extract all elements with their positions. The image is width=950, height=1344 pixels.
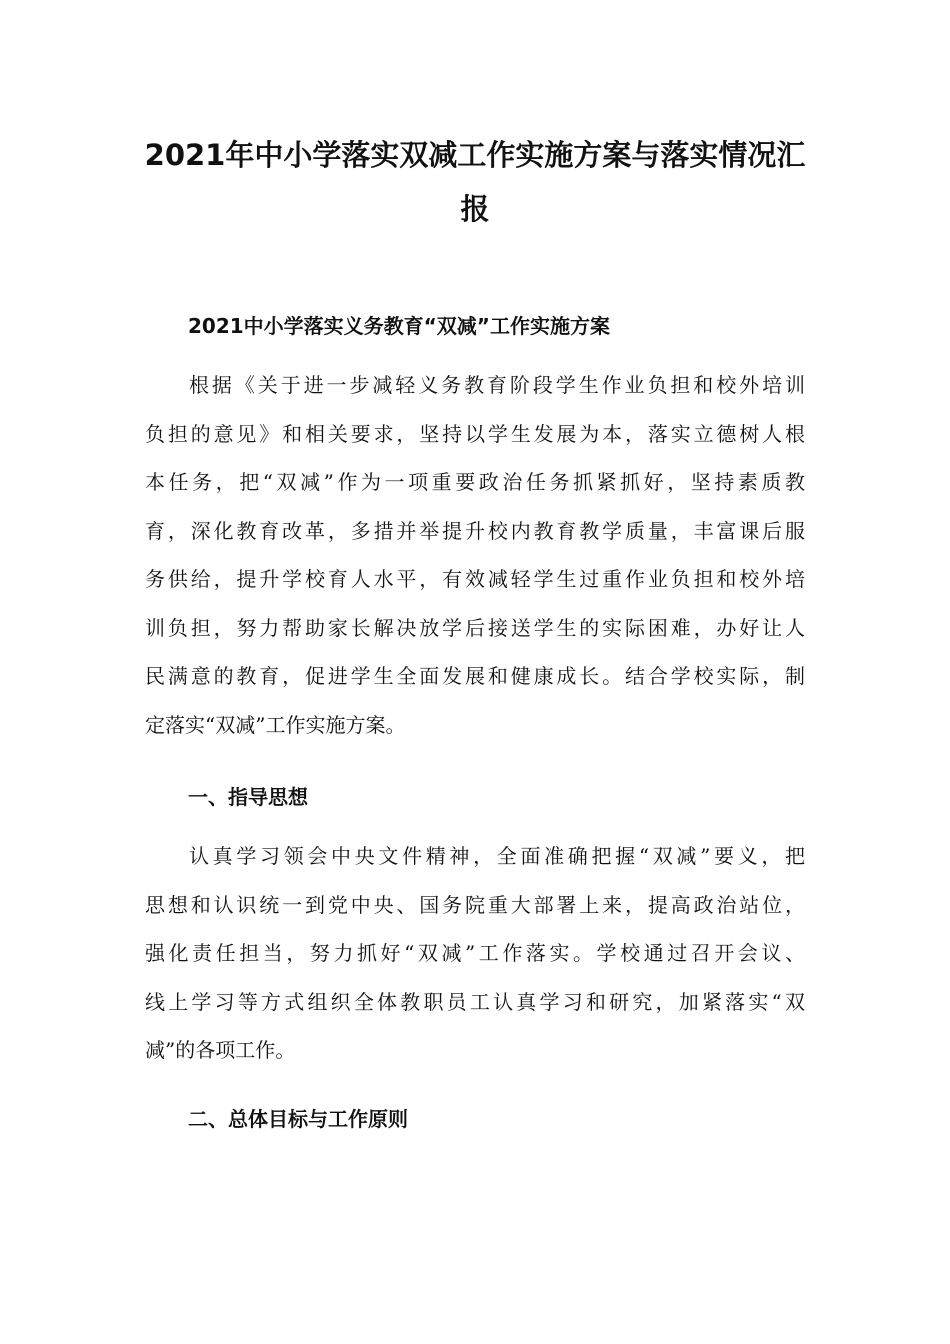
paragraph-line: 训负担，努力帮助家长解决放学后接送学生的实际困难，办好让人 <box>145 615 805 640</box>
paragraph-line: 民满意的教育，促进学生全面发展和健康成长。结合学校实际，制 <box>145 664 805 688</box>
paragraph-line: 减”的各项工作。 <box>145 1038 296 1062</box>
paragraph-line: 强化责任担当，努力抓好“双减”工作落实。学校通过召开会议、 <box>145 941 805 965</box>
paragraph-line: 思想和认识统一到党中央、国务院重大部署上来，提高政治站位， <box>145 892 805 917</box>
paragraph-guiding-ideology <box>145 832 805 1075</box>
section-heading-goals-principles: 二、总体目标与工作原则 <box>188 1107 408 1131</box>
paragraph-line: 根据《关于进一步减轻义务教育阶段学生作业负担和校外培训 <box>189 373 805 397</box>
paragraph-line: 本任务，把“双减”作为一项重要政治任务抓紧抓好，坚持素质教 <box>145 470 805 494</box>
paragraph-intro <box>145 361 805 749</box>
document-title <box>120 128 830 236</box>
paragraph-line: 育，深化教育改革，多措并举提升校内教育教学质量，丰富课后服 <box>145 518 805 543</box>
title-line: 报 <box>460 192 490 226</box>
paragraph-line: 线上学习等方式组织全体教职员工认真学习和研究，加紧落实“双 <box>145 989 805 1014</box>
paragraph-line: 负担的意见》和相关要求，坚持以学生发展为本，落实立德树人根 <box>145 421 805 446</box>
paragraph-line: 定落实“双减”工作实施方案。 <box>145 712 406 737</box>
paragraph-line: 认真学习领会中央文件精神，全面准确把握“双减”要义，把 <box>189 844 805 868</box>
section-heading-guiding-ideology: 一、指导思想 <box>188 785 308 809</box>
paragraph-line: 务供给，提升学校育人水平，有效减轻学生过重作业负担和校外培 <box>145 567 805 591</box>
title-line: 2021年中小学落实双减工作实施方案与落实情况汇 <box>144 138 806 172</box>
document-subtitle: 2021中小学落实义务教育“双减”工作实施方案 <box>188 314 610 338</box>
